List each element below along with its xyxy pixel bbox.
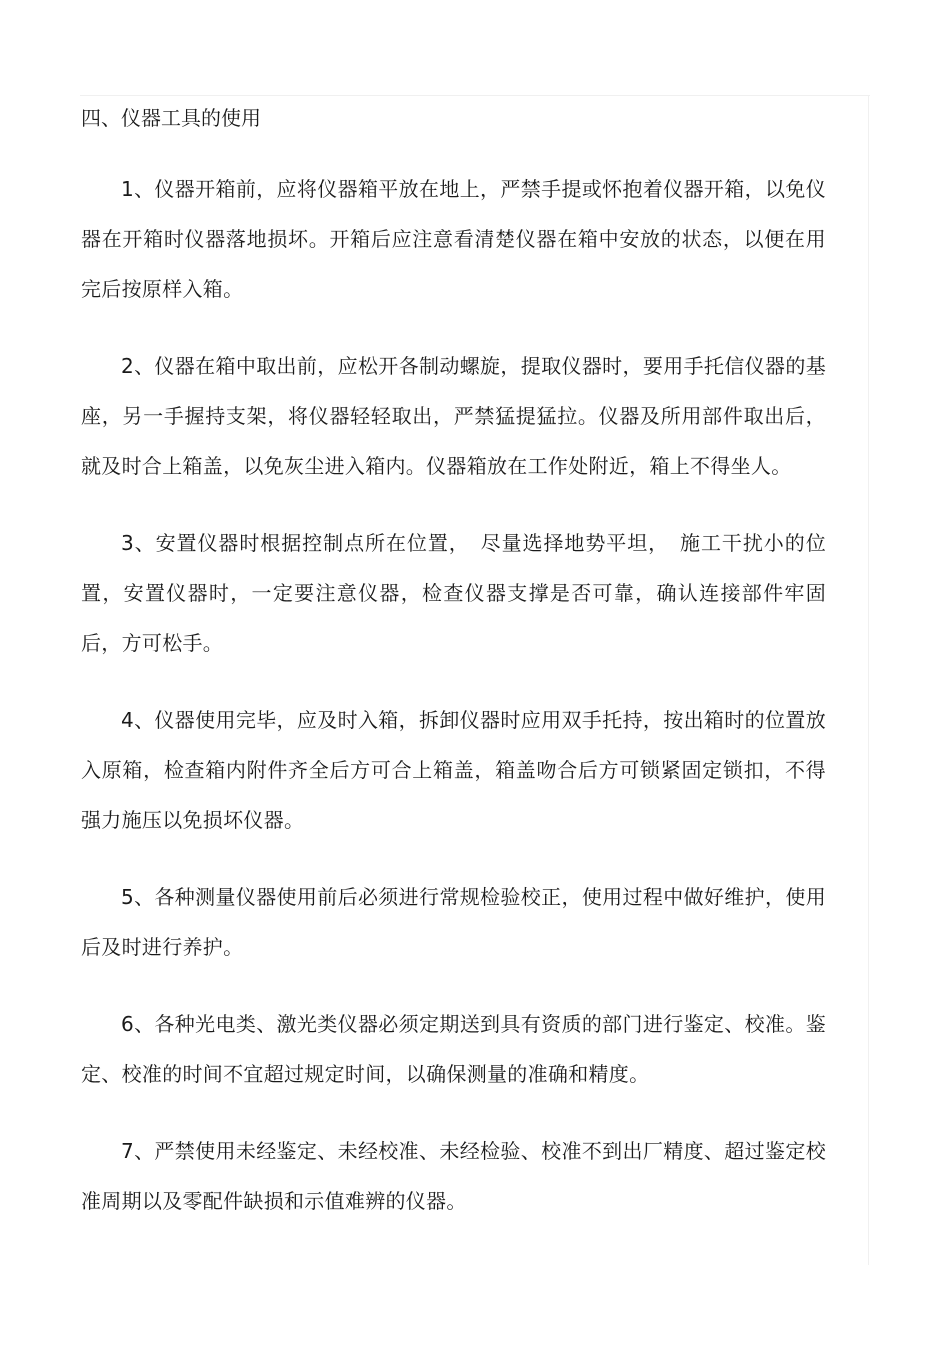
paragraph-2: 2、仪器在箱中取出前，应松开各制动螺旋，提取仪器时，要用手托信仪器的基座，另一手握持支架，将仪器轻轻取出，严禁猛提猛拉。仪器及所用部件取出后，就及时合上箱盖，以免灰尘进入箱内。仪器箱放在工作处附近，箱上不得坐人。 — [81, 354, 826, 478]
paragraph-5: 5、各种测量仪器使用前后必须进行常规检验校正，使用过程中做好维护，使用后及时进行养护。 — [81, 885, 826, 959]
paragraph-6: 6、各种光电类、激光类仪器必须定期送到具有资质的部门进行鉴定、校准。鉴定、校准的时间不宜超过规定时间，以确保测量的准确和精度。 — [81, 1012, 826, 1086]
paragraph-7: 7、严禁使用未经鉴定、未经校准、未经检验、校准不到出厂精度、超过鉴定校准周期以及零配件缺损和示值难辨的仪器。 — [81, 1139, 826, 1213]
page-border-top — [80, 95, 870, 96]
paragraph-1: 1、仪器开箱前，应将仪器箱平放在地上，严禁手提或怀抱着仪器开箱，以免仪器在开箱时仪器落地损坏。开箱后应注意看清楚仪器在箱中安放的状态，以便在用完后按原样入箱。 — [81, 177, 826, 301]
paragraph-3: 3、安置仪器时根据控制点所在位置， 尽量选择地势平坦， 施工干扰小的位置，安置仪器时，一定要注意仪器，检查仪器支撑是否可靠，确认连接部件牢固后，方可松手。 — [81, 531, 826, 655]
document-body — [81, 98, 826, 1253]
page-border-right — [868, 95, 869, 1265]
paragraph-4: 4、仪器使用完毕，应及时入箱，拆卸仪器时应用双手托持，按出箱时的位置放入原箱，检查箱内附件齐全后方可合上箱盖，箱盖吻合后方可锁紧固定锁扣，不得强力施压以免损坏仪器。 — [81, 708, 826, 832]
section-heading: 四、仪器工具的使用 — [81, 106, 261, 130]
